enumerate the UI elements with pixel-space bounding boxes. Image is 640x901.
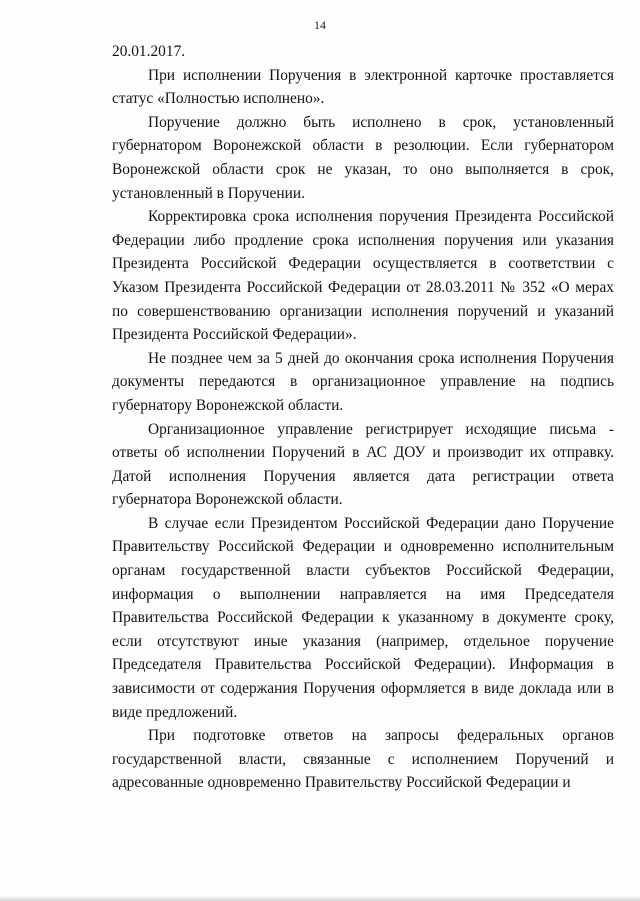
paragraph-submission: Не позднее чем за 5 дней до окончания срока исполнения Поручения документы передаются в организационное управление на подпись губернатору Воронежской области. [112,349,614,414]
document-body [112,40,614,795]
paragraph-status: При исполнении Поручения в электронной карточке проставляется статус «Полностью исполнено». [112,66,614,108]
scan-bottom-edge [0,895,640,901]
paragraph-federal-requests: При подготовке ответов на запросы федеральных органов государственной власти, связанные с исполнением Поручений и адресованные одновременно Правительству Российской Федерации и [112,727,614,792]
paragraph-deadline: Поручение должно быть исполнено в срок, установленный губернатором Воронежской области в резолюции. Если губернатором Воронежской области срок не указан, то оно выполняется в срок, установленный в Поручении. [112,113,614,202]
paragraph-deadline-correction: Корректировка срока исполнения поручения Президента Российской Федерации либо продление срока исполнения поручения или указания Президента Российской Федерации осуществляется в соответствии с Указом Президента Российской Федерации от 28.03.2011 № 352 «О мерах по совершенствованию организации исполнения поручений и указаний Президента Российской Федерации». [112,208,614,344]
paragraph-registration: Организационное управление регистрирует исходящие письма - ответы об исполнении Поручений в АС ДОУ и производит их отправку. Датой исполнения Поручения является дата регистрации ответа губернатора Воронежской области. [112,420,614,509]
paragraph-government-information: В случае если Президентом Российской Федерации дано Поручение Правительству Российской Федерации и одновременно исполнительным органам государственной власти субъектов Российской Федерации, информация о выполнении направляется на имя Председателя Правительства Российской Федерации к указанному в документе сроку, если отсутствуют иные указания (например, отдельное поручение Председателя Правительства Российской Федерации). Информация в зависимости от содержания Поручения оформляется в виде доклада или в виде предложений. [112,514,614,721]
page-number: 14 [314,18,326,32]
paragraph-continuation: 20.01.2017. [112,43,186,60]
